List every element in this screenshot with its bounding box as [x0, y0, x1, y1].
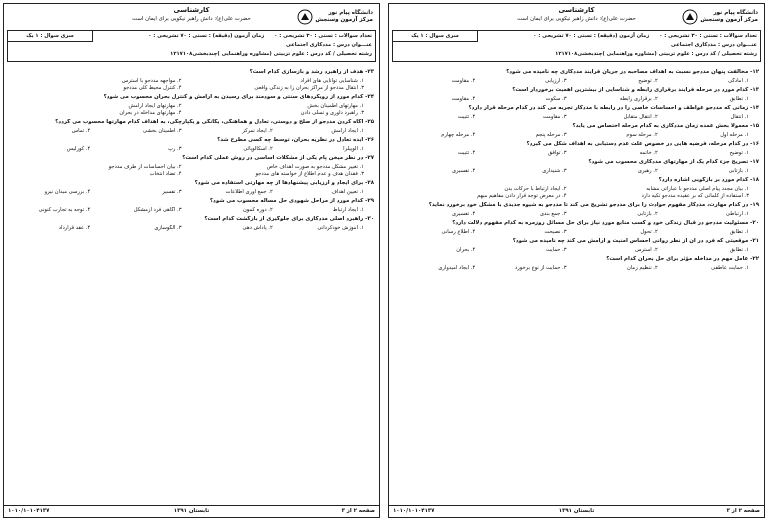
answer-option: ۴. کنترل محیط کلی مددجو — [123, 85, 182, 91]
answer-option: ۳. نصیحت — [544, 229, 567, 235]
question-item — [394, 159, 759, 175]
option-list — [394, 132, 759, 139]
question-text: ۱۶- در کدام مرحله، فرضیه هایی در خصوص علت عدم دستیابی به اهداف شکل می گیرد؟ — [526, 141, 759, 147]
option-list — [9, 78, 374, 92]
question-text: ۱۵- معمولاً بخش عمده زمان مددکاری به کدام مرحله اختصاص می یابد؟ — [572, 123, 759, 129]
exam-center-name: مرکز آزمون وسنجش — [700, 17, 758, 23]
question-text: ۲۹- کدام مورد از مراحل شهودی حل مساله محسوب می شود؟ — [209, 198, 374, 204]
option-list — [9, 225, 374, 232]
answer-option: ۱. تطابق — [729, 96, 749, 102]
answer-option: ۱. مرحله اول — [720, 132, 749, 138]
question-item — [394, 177, 759, 200]
question-item — [394, 256, 759, 272]
exam-info-box — [7, 30, 376, 62]
answer-option: ۱. تطابق — [729, 247, 749, 253]
answer-option: ۳. رپ — [168, 146, 182, 152]
question-text: ۱۳- کدام مورد در مرحله فرایند برقراری رابطه و شناسایی از بیشترین اهمیت برخوردار است؟ — [512, 87, 759, 93]
answer-option: ۴. اطلاع رسانی — [441, 229, 476, 235]
answer-option: ۴. مقاومت — [451, 96, 476, 102]
option-list — [9, 103, 374, 117]
answer-option: ۴. تماس — [71, 128, 91, 134]
question-item — [394, 202, 759, 218]
exam-code: ۱۰۱۰/۱۰۱۰۴۱۳۷ — [8, 508, 50, 514]
question-text: ۱۹- در کدام مهارت، مددکار مفهوم حوادث را برای مددجو تشریح می کند تا مددجو به شیوه جدیدی با مشکل خود برخورد نماید؟ — [428, 202, 759, 208]
course-title: عنـــوان درس : مددکاری اجتماعی — [286, 42, 372, 48]
exam-term: تابستان ۱۳۹۱ — [173, 508, 210, 514]
exam-time: زمان آزمون (دقیقه) : تستی : ۷۰ تشریحی : ۰ — [148, 33, 265, 39]
question-item — [394, 141, 759, 157]
answer-option: ۲. انتقال متقابل — [623, 114, 658, 120]
answer-option: ۴. تثبیت — [457, 114, 476, 120]
question-item — [394, 87, 759, 103]
university-name: دانشگاه پیام نور — [713, 10, 758, 16]
option-list — [394, 186, 759, 200]
page-number: صفحه ۲ از ۳ — [341, 508, 375, 514]
answer-option: ۳. حمایت — [546, 247, 567, 253]
answer-option: ۱. انتقال — [730, 114, 749, 120]
exam-time: زمان آزمون (دقیقه) : تستی : ۷۰ تشریحی : ۰ — [533, 33, 650, 39]
answer-option: ۳. آگاهی فرد ازمشکل — [133, 207, 182, 213]
answer-option: ۱. بیان مجدد پیام اصلی مددجو با عباراتی مشابه — [646, 186, 749, 192]
answer-option: ۴. تضاد انتخاب — [149, 171, 182, 177]
question-item — [9, 69, 374, 92]
answer-option: ۳. مقاومت — [543, 114, 567, 120]
answer-option: ۴. مرحله چهارم — [441, 132, 476, 138]
answer-option: ۲. ایجاد تمرکز — [242, 128, 273, 134]
answer-option: ۴. عقد قرارداد — [58, 225, 91, 231]
answer-option: ۲. اسکالوپائی — [243, 146, 273, 152]
answer-option: ۲. مهارتهای ایجاد آرامش — [128, 103, 182, 109]
answer-option: ۲. جمع آوری اطلاعات — [225, 189, 273, 195]
page-footer — [4, 505, 379, 517]
answer-option: ۴. کورلیس — [66, 146, 91, 152]
exam-center-name: مرکز آزمون وسنجش — [315, 17, 373, 23]
option-list — [9, 128, 374, 135]
question-text: ۲۰- مسئولیت مددجو در قبال زندگی خود و کسب منابع مورد نیاز برای حل مسائل روزمره به کدام مفهوم دلالت دارد؟ — [452, 220, 759, 226]
answer-option: ۳. توافق — [548, 150, 567, 156]
answer-option: ۱. بازتابی — [728, 168, 749, 174]
option-list — [9, 146, 374, 153]
option-list — [394, 114, 759, 121]
answer-option: ۳. فقدان هدف و عدم اطلاع از خواسته های مددجو — [255, 171, 364, 177]
question-item — [9, 198, 374, 214]
answer-option: ۳. مرحله پنجم — [535, 132, 567, 138]
option-list — [394, 229, 759, 236]
field-and-code: رشته تحصیلی / کد درس : علوم تربیتی (مشاوره وراهنمایی )چندبخشی۱۲۱۷۱۰۸ — [555, 51, 757, 57]
question-item — [394, 220, 759, 236]
option-list — [394, 211, 759, 218]
question-item — [9, 180, 374, 196]
answer-option: ۳. انتقال مددجو از مراکز بحران زا به زندگی واقعی — [254, 85, 364, 91]
answer-option: ۴. تثبیت — [457, 150, 476, 156]
answer-option: ۲. دوره کمون — [243, 207, 273, 213]
answer-option: ۴. مهارتهای مداخله در بحران — [119, 110, 182, 116]
answer-option: ۱. تغییر مشکل مددجو به صورت اهداف خاص — [266, 164, 364, 170]
answer-option: ۱. ایجاد ارتباط — [332, 207, 364, 213]
option-list — [9, 189, 374, 196]
university-name: دانشگاه پیام نور — [328, 10, 373, 16]
question-text: ۲۷- در نظر میخن پام یکی از مشکلات اساسی در روش عملی کدام است؟ — [182, 155, 374, 161]
option-list — [394, 96, 759, 103]
answer-option: ۳. اطمینان بخشی — [142, 128, 182, 134]
question-text: ۳۰- راهبرد اصلی مددکاری برای جلوگیری از بازگشت کدام است؟ — [204, 216, 374, 222]
question-item — [9, 216, 374, 232]
answer-option: ۴. در معرض توجه قرار دادن مفاهیم مبهم — [477, 193, 567, 199]
answer-option: ۳. تفسیر — [162, 189, 182, 195]
answer-option: ۴. بحران — [456, 247, 476, 253]
answer-option: ۳. حمایت از نوع برخورد — [514, 265, 567, 271]
answer-option: ۲. تحول — [640, 229, 658, 235]
answer-option: ۲. ایجاد ارتباط با حرکات بدن — [504, 186, 567, 192]
motto-text: حضرت علی(ع): دانش راهبر نیکویی برای ایمان است — [517, 16, 636, 22]
answer-option: ۳. استفاده از کلماتی که بر عقیده مددجو تکیه دارد — [641, 193, 749, 199]
exam-term: تابستان ۱۳۹۱ — [558, 508, 595, 514]
answer-option: ۱. توضیح — [729, 150, 749, 156]
exam-code: ۱۰۱۰/۱۰۱۰۴۱۳۷ — [393, 508, 435, 514]
question-item — [9, 94, 374, 117]
question-count: تعداد سوالات : تستی : ۳۰ تشریحی : ۰ — [274, 33, 372, 39]
page-header — [389, 4, 764, 30]
answer-option: ۲. تنظیم زمان — [627, 265, 658, 271]
exam-page-2 — [388, 3, 765, 518]
question-text: ۲۴- کدام مورد از رویکردهای سنتی و سودمند برای رسیدن به آرامش و کنترل بحران محسوب می شود؟ — [103, 94, 374, 100]
answer-option: ۴. توجه به تجارب کنونی — [38, 207, 91, 213]
answer-option: ۲. مرحله سوم — [626, 132, 658, 138]
option-list — [394, 265, 759, 272]
option-list — [9, 207, 374, 214]
answer-option: ۱. تطابق — [729, 229, 749, 235]
answer-option: ۴. تفسیری — [451, 168, 476, 174]
question-item — [394, 105, 759, 121]
question-item — [394, 123, 759, 139]
answer-option: ۴. ایجاد امیدواری — [438, 265, 476, 271]
question-text: ۱۷- تصریح جزء کدام یک از مهارتهای مددکاری محسوب می شود؟ — [588, 159, 759, 165]
exam-info-row — [507, 33, 757, 40]
question-item — [394, 69, 759, 85]
degree-title: کارشناسی — [173, 6, 210, 14]
answer-option: ۳. الگوسازی — [154, 225, 182, 231]
answer-option: ۴. تفسیری — [451, 211, 476, 217]
answer-option: ۴. بررسی میدان نیرو — [44, 189, 91, 195]
question-text: ۲۸- برای ایجاد و ارزیابی پیشنهادها از چه مهارتی استفاده می شود؟ — [194, 180, 374, 186]
option-list — [394, 247, 759, 254]
answer-option: ۲. استرس — [635, 247, 658, 253]
page-number: صفحه ۲ از ۳ — [726, 508, 760, 514]
answer-option: ۳. سکوت — [545, 96, 567, 102]
question-series: سری سوال : ۱ یک — [393, 31, 478, 42]
question-text: ۱۴- زمانی که مددجو عواطف و احساسات خاصی را در رابطه با مددکار تجربه می کند در کدام مرحله قرار دارد؟ — [468, 105, 759, 111]
option-list — [394, 150, 759, 157]
answer-option: ۲. رهبری — [637, 168, 658, 174]
answer-option: ۱. ایجاد آرامش — [331, 128, 364, 134]
answer-option: ۳. جمع بندی — [539, 211, 567, 217]
field-and-code: رشته تحصیلی / کد درس : علوم تربیتی (مشاوره وراهنمایی )چندبخشی۱۲۱۷۱۰۸ — [170, 51, 372, 57]
exam-info-box — [392, 30, 761, 62]
answer-option: ۲. خاتمه — [639, 150, 658, 156]
answer-option: ۲. بازتابی — [637, 211, 658, 217]
answer-option: ۳. راهبرد داوری و تسلی دادن — [300, 110, 364, 116]
page-header — [4, 4, 379, 30]
question-text: ۲۶- ایده تعادل در نظریه بحران، توسط چه کسی مطرح شد؟ — [217, 137, 374, 143]
answer-option: ۱. ارتباطی — [725, 211, 749, 217]
question-list — [389, 62, 764, 272]
question-list — [4, 62, 379, 232]
degree-title: کارشناسی — [558, 6, 595, 14]
answer-option: ۲. بیان احساسات از طرف مددجو — [108, 164, 182, 170]
option-list — [394, 168, 759, 175]
answer-option: ۳. ارزیابی — [545, 78, 567, 84]
answer-option: ۱. حمایت عاطفی — [711, 265, 749, 271]
question-text: ۱۸- کدام مورد بر بازگویی اشاره دارد؟ — [658, 177, 759, 183]
answer-option: ۱. الوپیلرا — [343, 146, 364, 152]
answer-option: ۱. آموزش خودکردانی — [317, 225, 364, 231]
question-text: ۲۳- هدف از راهبرد رشد و بازسازی کدام است؟ — [249, 69, 374, 75]
question-item — [394, 238, 759, 254]
question-count: تعداد سوالات : تستی : ۳۰ تشریحی : ۰ — [659, 33, 757, 39]
answer-option: ۱. تعیین اهداف — [331, 189, 364, 195]
exam-page-3 — [3, 3, 380, 518]
exam-info-row — [122, 33, 372, 40]
question-item — [9, 137, 374, 153]
question-series: سری سوال : ۱ یک — [8, 31, 93, 42]
question-text: ۲۲- عامل مهم در مداخله مؤثر برای حل بحران کدام است؟ — [606, 256, 759, 262]
answer-option: ۳. شنیداری — [542, 168, 567, 174]
answer-option: ۲. برقراری رابطه — [619, 96, 658, 102]
question-item — [9, 119, 374, 135]
answer-option: ۲. پاداش دهی — [242, 225, 273, 231]
question-text: ۱۲- مخالفت پنهان مددجو نسبت به اهداف مصاحبه در جریان فرایند مددکاری چه نامیده می شود؟ — [506, 69, 759, 75]
page-footer — [389, 505, 764, 517]
motto-text: حضرت علی(ع): دانش راهبر نیکویی برای ایمان است — [132, 16, 251, 22]
question-text: ۲۱- موقعیتی که فرد در آن از نظر روانی احساس امنیت و آرامش می کند چه نامیده می شود؟ — [512, 238, 759, 244]
answer-option: ۱. مهارتهای اطمینان بخش — [307, 103, 364, 109]
answer-option: ۱. شناسایی توانایی های افراد — [300, 78, 364, 84]
answer-option: ۴. مقاومت — [451, 78, 476, 84]
option-list — [394, 78, 759, 85]
answer-option: ۲. توضیح — [638, 78, 658, 84]
answer-option: ۱. آمادگی — [728, 78, 749, 84]
option-list — [9, 164, 374, 178]
answer-option: ۲. مواجهه مددجو با استرس — [121, 78, 182, 84]
course-title: عنـــوان درس : مددکاری اجتماعی — [671, 42, 757, 48]
question-text: ۲۵- آگاه کردن مددجو از صلح و دوستی، تعادل و هماهنگی، یگانگی و یکپارچگی، به اهداف کدام مهارتها محسوب می گردد؟ — [55, 119, 374, 125]
question-item — [9, 155, 374, 178]
